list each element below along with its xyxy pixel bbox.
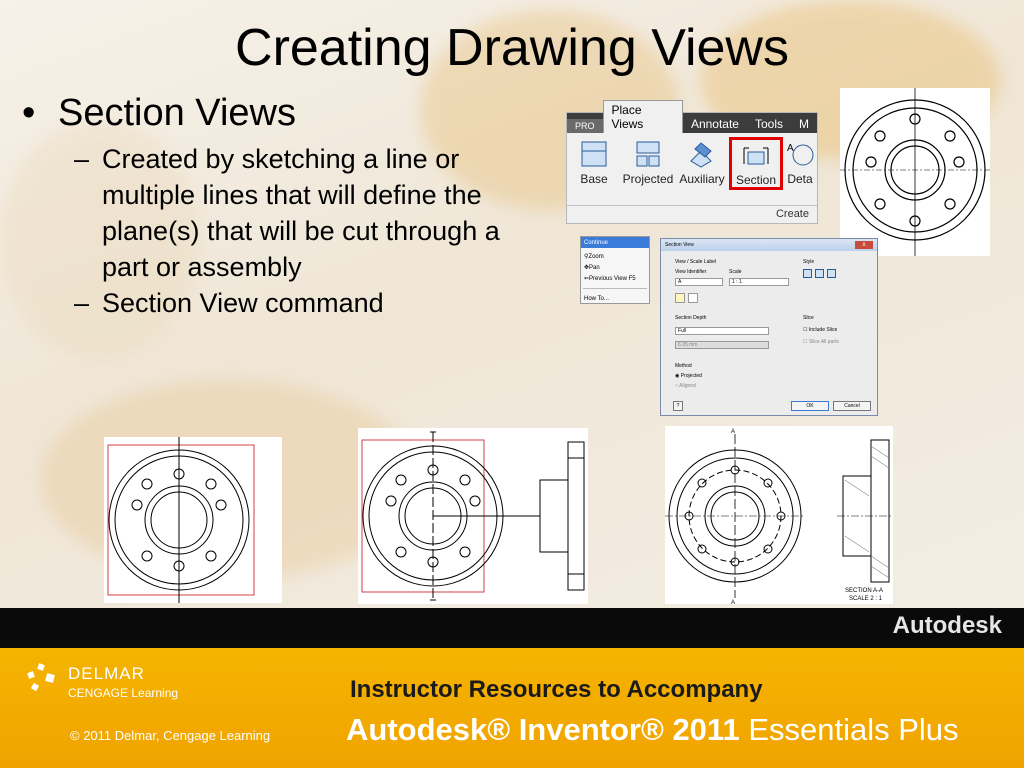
- sub-bullet-text: Created by sketching a line or multiple lines that will define the plane(s) that will be cut through a part or assembly: [102, 144, 500, 282]
- pan-icon: ✥: [584, 265, 590, 271]
- menu-item-previous-view[interactable]: [581, 273, 649, 284]
- bullet-item: [22, 92, 542, 135]
- detail-view-button[interactable]: [783, 137, 817, 190]
- menu-item-pan[interactable]: [581, 262, 649, 273]
- sub-bullet-text: Section View command: [102, 288, 384, 318]
- checkbox-label: Include Slice: [808, 327, 838, 333]
- section-caption: SECTION A-A: [845, 588, 884, 594]
- bullet-dot-icon: •: [22, 92, 36, 134]
- menu-item-continue[interactable]: Continue: [581, 237, 649, 248]
- scale-caption: SCALE 2 : 1: [849, 596, 883, 602]
- svg-text:A: A: [787, 143, 794, 154]
- pencil-icon[interactable]: [688, 293, 698, 303]
- drawing-step-2: [358, 428, 588, 604]
- tab-annotate[interactable]: Annotate: [690, 117, 739, 131]
- method-label: Method: [675, 363, 692, 369]
- scale-select[interactable]: 1 : 1: [729, 278, 789, 286]
- view-identifier-label: View Identifier: [675, 269, 707, 275]
- auxiliary-view-icon: [687, 139, 717, 169]
- bullet-list: [22, 92, 542, 321]
- flange-drawing: [840, 88, 990, 256]
- dash-icon: –: [74, 144, 90, 174]
- instructor-heading: Instructor Resources to Accompany: [350, 676, 763, 703]
- view-identifier-input[interactable]: A: [675, 278, 723, 286]
- method-projected-radio[interactable]: ◉ Projected: [675, 373, 702, 379]
- tool-label: Base: [580, 172, 608, 186]
- slice-label: Slice: [803, 315, 814, 321]
- scale-label: Scale: [729, 269, 742, 275]
- menu-label: Previous View F5: [589, 275, 636, 282]
- ribbon-screenshot: [566, 103, 818, 224]
- slide-title: Creating Drawing Views: [235, 19, 789, 77]
- flange-drawing: [358, 428, 588, 604]
- slice-all-parts-checkbox[interactable]: ☐ Slice All parts: [803, 339, 839, 345]
- section-view-button[interactable]: [729, 137, 783, 190]
- projected-view-icon: [633, 139, 663, 169]
- include-slice-checkbox[interactable]: ☐ Include Slice: [803, 327, 838, 333]
- context-menu: [580, 236, 650, 304]
- menu-divider: [583, 288, 647, 289]
- style-icon[interactable]: [803, 269, 812, 278]
- menu-label: Pan: [589, 264, 600, 271]
- menu-label: Zoom: [588, 253, 604, 260]
- tool-label: Section: [735, 173, 777, 187]
- delmar-wordmark: DELMAR: [68, 664, 145, 683]
- ribbon-tools: [567, 133, 817, 190]
- dash-icon: –: [74, 288, 90, 318]
- view-scale-label: View / Scale Label: [675, 259, 717, 265]
- tab-more[interactable]: M: [799, 117, 809, 131]
- flange-drawing: [104, 437, 282, 603]
- menu-item-how-to[interactable]: How To...: [584, 295, 609, 302]
- radio-label: Projected: [680, 373, 702, 379]
- previous-view-icon: ⇐: [584, 276, 590, 282]
- tool-label: Projected: [622, 172, 674, 186]
- cengage-wordmark: CENGAGE Learning: [68, 686, 179, 700]
- style-icon[interactable]: [815, 269, 824, 278]
- cut-letter-bottom: A: [731, 600, 736, 606]
- bulb-icon[interactable]: [675, 293, 685, 303]
- product-name: Autodesk® Inventor® 2011: [346, 712, 740, 747]
- drawing-step-1: [104, 437, 282, 603]
- projected-view-button[interactable]: [621, 137, 675, 190]
- help-button[interactable]: ?: [673, 401, 683, 411]
- method-aligned-radio[interactable]: ○ Aligned: [675, 383, 696, 389]
- section-view-dialog: [660, 238, 878, 416]
- ribbon-panel-label: Create: [775, 208, 809, 220]
- style-icon[interactable]: [827, 269, 836, 278]
- base-view-button[interactable]: [567, 137, 621, 190]
- sub-bullet-item: [74, 285, 542, 321]
- ribbon-tabbar: [567, 103, 817, 133]
- drawing-step-3: [665, 426, 893, 604]
- cut-letter-top: A: [731, 429, 736, 435]
- flange-front-view-top: [840, 88, 990, 256]
- auxiliary-view-button[interactable]: [675, 137, 729, 190]
- sub-bullet-item: [74, 141, 542, 285]
- ribbon-divider: [567, 205, 817, 206]
- zoom-icon: ⚲: [584, 254, 589, 260]
- app-button[interactable]: PRO: [567, 119, 603, 133]
- product-title: [346, 712, 959, 748]
- tab-place-views[interactable]: Place Views: [603, 100, 683, 133]
- depth-value-input[interactable]: 6.35 mm: [675, 341, 769, 349]
- section-depth-label: Section Depth: [675, 315, 707, 321]
- style-label: Style: [803, 259, 815, 265]
- label-buttons: [675, 293, 698, 303]
- copyright-text: © 2011 Delmar, Cengage Learning: [70, 728, 271, 743]
- base-view-icon: [579, 139, 609, 169]
- cancel-button[interactable]: Cancel: [833, 401, 871, 411]
- tool-label: Deta: [787, 172, 813, 186]
- close-button[interactable]: x: [855, 241, 873, 249]
- delmar-logo-icon: [24, 662, 64, 698]
- section-depth-select[interactable]: Full: [675, 327, 769, 335]
- footer-black-bar: [0, 608, 1024, 648]
- section-view-icon: [741, 142, 771, 170]
- radio-label: Aligned: [679, 383, 696, 389]
- ok-button[interactable]: OK: [791, 401, 829, 411]
- style-buttons: [803, 269, 836, 278]
- product-edition: Essentials Plus: [739, 712, 959, 747]
- footer-orange-bar: [0, 648, 1024, 768]
- menu-item-zoom[interactable]: [581, 251, 649, 262]
- dialog-title: Section View: [661, 239, 877, 251]
- autodesk-logo: Autodesk: [892, 612, 1002, 639]
- bullet-text: Section Views: [58, 92, 296, 134]
- detail-view-icon: [785, 139, 815, 169]
- section-drawing: [665, 426, 893, 604]
- tab-tools[interactable]: Tools: [754, 117, 783, 131]
- checkbox-label: Slice All parts: [808, 339, 839, 345]
- tool-label: Auxiliary: [679, 172, 725, 186]
